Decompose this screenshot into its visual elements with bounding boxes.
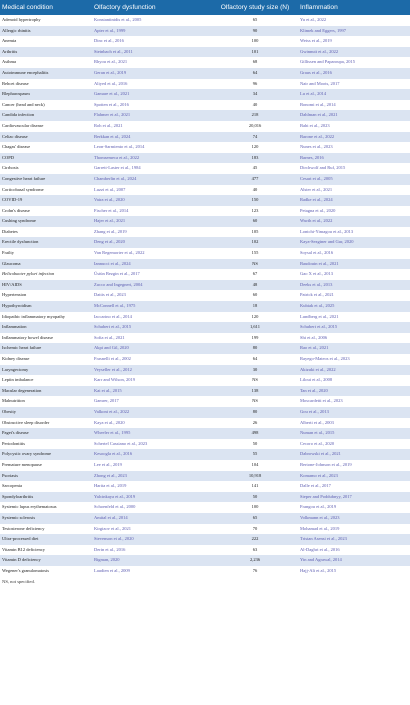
cell-study-size: 218	[212, 110, 298, 121]
cell-inflammation-ref[interactable]: Mohamad et al., 2019	[298, 524, 410, 535]
table-row	[0, 566, 410, 577]
table-header	[0, 0, 410, 15]
cell-study-size: 100	[212, 502, 298, 513]
cell-condition: Sarcopenia	[0, 481, 92, 492]
cell-condition: Spondyloarthritis	[0, 492, 92, 503]
cell-olfactory-ref[interactable]: Kesoogla et al., 2016	[92, 449, 212, 460]
cell-olfactory-ref[interactable]: Veyseller et al., 2012	[92, 365, 212, 376]
cell-condition: Inflammation	[0, 322, 92, 333]
cell-inflammation-ref[interactable]: Deeks et al., 2013	[298, 280, 410, 291]
cell-olfactory-ref[interactable]: Gamare et al., 2021	[92, 89, 212, 100]
table-row	[0, 534, 410, 545]
cell-inflammation-ref[interactable]: Yu et al., 2022	[298, 15, 410, 26]
cell-olfactory-ref[interactable]: Fischer et al., 2014	[92, 206, 212, 217]
table-row	[0, 89, 410, 100]
cell-condition: Hypertension	[0, 290, 92, 301]
cell-condition: COPD	[0, 153, 92, 164]
table-row	[0, 290, 410, 301]
cell-study-size: 63	[212, 545, 298, 556]
cell-condition: Glaucoma	[0, 259, 92, 270]
cell-condition: HIV/AIDS	[0, 280, 92, 291]
cell-study-size: 50	[212, 492, 298, 503]
cell-condition: Polycystic ovary syndrome	[0, 449, 92, 460]
cell-condition: Blepharospasm	[0, 89, 92, 100]
cell-inflammation-ref[interactable]: Bahi et al., 2023	[298, 121, 410, 132]
cell-condition: Cardiovascular disease	[0, 121, 92, 132]
cell-inflammation-ref[interactable]: Gao X et al., 2013	[298, 269, 410, 280]
cell-olfactory-ref[interactable]: Lee et al., 2019	[92, 460, 212, 471]
cell-study-size: 155	[212, 248, 298, 259]
cell-study-size: 60	[212, 290, 298, 301]
cell-condition: Laryngectomy	[0, 365, 92, 376]
cell-condition: Celiac disease	[0, 132, 92, 143]
cell-study-size: 141	[212, 481, 298, 492]
table-row	[0, 163, 410, 174]
cell-condition: Corticobasal syndrome	[0, 185, 92, 196]
cell-inflammation-ref[interactable]: Rayego-Mateos et al., 2023	[298, 354, 410, 365]
cell-condition: Allergic rhinitis	[0, 26, 92, 37]
cell-study-size: 498	[212, 428, 298, 439]
cell-olfactory-ref[interactable]: Rhyou et al., 2021	[92, 57, 212, 68]
header-olfactory-dysfunction: Olfactory dysfunction	[92, 0, 212, 15]
table-row	[0, 545, 410, 556]
cell-condition: Cirrhosis	[0, 163, 92, 174]
cell-olfactory-ref[interactable]: Roh et al., 2021	[92, 121, 212, 132]
cell-olfactory-ref[interactable]: Konstantinidis et al., 2005	[92, 15, 212, 26]
cell-condition: Autoimmune encephalitis	[0, 68, 92, 79]
cell-study-size: 20,016	[212, 121, 298, 132]
cell-study-size: 96	[212, 79, 298, 90]
table-row	[0, 460, 410, 471]
cell-inflammation-ref[interactable]: Nunes et al., 2023	[298, 142, 410, 153]
cell-olfactory-ref[interactable]: Akpi and Gil, 2020	[92, 343, 212, 354]
footnote: NS, not specified.	[2, 579, 35, 585]
cell-study-size: 64	[212, 354, 298, 365]
table-row	[0, 15, 410, 26]
table-row	[0, 259, 410, 270]
cell-inflammation-ref[interactable]: Lontchi-Yimagou et al., 2013	[298, 227, 410, 238]
cell-olfactory-ref[interactable]: Amital et al., 2014	[92, 513, 212, 524]
cell-condition: Vitamin B12 deficiency	[0, 545, 92, 556]
header-study-size: Olfactory study size (N)	[212, 0, 298, 15]
cell-study-size: NS	[212, 259, 298, 270]
cell-condition: Premature menopause	[0, 460, 92, 471]
cell-condition: Cushing syndrome	[0, 216, 92, 227]
table-row	[0, 68, 410, 79]
cell-study-size: 1,611	[212, 322, 298, 333]
cell-olfactory-ref[interactable]: Aliyed et al., 2016	[92, 79, 212, 90]
cell-olfactory-ref[interactable]: Chamberlin et al., 2024	[92, 174, 212, 185]
cell-olfactory-ref[interactable]: Gamrer, 2017	[92, 396, 212, 407]
table-row	[0, 132, 410, 143]
cell-inflammation-ref[interactable]: Tan et al., 2020	[298, 386, 410, 397]
cell-olfactory-ref[interactable]: Sofia et al., 2021	[92, 333, 212, 344]
table-row	[0, 333, 410, 344]
cell-olfactory-ref[interactable]: Kai et al., 2015	[92, 386, 212, 397]
cell-condition: Helicobacter pylori infection	[0, 269, 92, 280]
cell-study-size: 68	[212, 57, 298, 68]
cell-condition: Congestive heart failure	[0, 174, 92, 185]
cell-study-size: 48	[212, 280, 298, 291]
cell-olfactory-ref[interactable]: Dattis et al., 2023	[92, 290, 212, 301]
cell-condition: Anemia	[0, 36, 92, 47]
cell-study-size: 67	[212, 269, 298, 280]
cell-inflammation-ref[interactable]: Nair and Moots, 2017	[298, 79, 410, 90]
cell-condition: Ultra-processed diet	[0, 534, 92, 545]
cell-study-size: 10,918	[212, 471, 298, 482]
cell-inflammation-ref[interactable]: Kaya-Sezginer and Gur, 2020	[298, 237, 410, 248]
cell-inflammation-ref[interactable]: Sieper and Poddubnyy, 2017	[298, 492, 410, 503]
cell-condition: Psoriasis	[0, 471, 92, 482]
cell-olfactory-ref[interactable]: Bigman, 2020	[92, 555, 212, 566]
table-row	[0, 386, 410, 397]
cell-condition: Periodontitis	[0, 439, 92, 450]
cell-condition: Kidney disease	[0, 354, 92, 365]
cell-olfactory-ref[interactable]: Üstün Bezgin et al., 2017	[92, 269, 212, 280]
table-row	[0, 396, 410, 407]
cell-inflammation-ref[interactable]: Lundberg et al., 2021	[298, 312, 410, 323]
cell-olfactory-ref[interactable]: Leon-Sarmiento et al., 2014	[92, 142, 212, 153]
cell-inflammation-ref[interactable]: Gou et al., 2013	[298, 407, 410, 418]
cell-study-size: 90	[212, 26, 298, 37]
cell-olfactory-ref[interactable]: Schertel Cassiano et al., 2023	[92, 439, 212, 450]
cell-olfactory-ref[interactable]: Frasnelli et al., 2002	[92, 354, 212, 365]
cell-condition: Crohn's disease	[0, 206, 92, 217]
cell-study-size: 199	[212, 333, 298, 344]
cell-inflammation-ref[interactable]: Dalle et al., 2017	[298, 481, 410, 492]
cell-study-size: 60	[212, 216, 298, 227]
table-row	[0, 439, 410, 450]
table-row	[0, 312, 410, 323]
cell-inflammation-ref[interactable]: Cecoro et al., 2020	[298, 439, 410, 450]
table-row	[0, 227, 410, 238]
table-row	[0, 513, 410, 524]
cell-olfactory-ref[interactable]: Iannucci et al., 2024	[92, 259, 212, 270]
table-row	[0, 418, 410, 429]
table-row	[0, 185, 410, 196]
cell-olfactory-ref[interactable]: Kirgizov et al., 2021	[92, 524, 212, 535]
cell-condition: Cancer (head and neck)	[0, 100, 92, 111]
cell-condition: Hypothyroidism	[0, 301, 92, 312]
cell-study-size: 2,236	[212, 555, 298, 566]
cell-study-size: 104	[212, 460, 298, 471]
table-row	[0, 174, 410, 185]
cell-study-size: 477	[212, 174, 298, 185]
cell-olfactory-ref[interactable]: Hajer et al., 2021	[92, 216, 212, 227]
cell-inflammation-ref[interactable]: Bertone-Johnson et al., 2019	[298, 460, 410, 471]
cell-study-size: 34	[212, 89, 298, 100]
cell-inflammation-ref[interactable]: Rao et al., 2021	[298, 343, 410, 354]
cell-inflammation-ref[interactable]: Weiss et al., 2019	[298, 36, 410, 47]
table-row	[0, 322, 410, 333]
cell-study-size: NS	[212, 375, 298, 386]
cell-olfactory-ref[interactable]: Zhang et al., 2019	[92, 227, 212, 238]
cell-condition: Diabetes	[0, 227, 92, 238]
cell-condition: Paget's disease	[0, 428, 92, 439]
cell-inflammation-ref[interactable]: Dirchwolf and Ruf, 2015	[298, 163, 410, 174]
cell-inflammation-ref[interactable]: Dahlman et al., 2021	[298, 110, 410, 121]
cell-inflammation-ref[interactable]: Klimek and Eggers, 1997	[298, 26, 410, 37]
table-row	[0, 26, 410, 37]
cell-inflammation-ref[interactable]: Frangou et al., 2019	[298, 502, 410, 513]
table-row	[0, 216, 410, 227]
cell-study-size: 76	[212, 566, 298, 577]
table-row	[0, 79, 410, 90]
cell-study-size: 222	[212, 534, 298, 545]
table-row	[0, 57, 410, 68]
table-row	[0, 121, 410, 132]
table-row	[0, 449, 410, 460]
cell-study-size: 65	[212, 15, 298, 26]
cell-inflammation-ref[interactable]: Al-Daghri et al., 2016	[298, 545, 410, 556]
table-row	[0, 280, 410, 291]
cell-olfactory-ref[interactable]: Vaira et al., 2020	[92, 195, 212, 206]
cell-inflammation-ref[interactable]: Soysal et al., 2016	[298, 248, 410, 259]
cell-condition: Erectile dysfunction	[0, 237, 92, 248]
cell-olfactory-ref[interactable]: Derin et al., 2016	[92, 545, 212, 556]
cell-study-size: 55	[212, 449, 298, 460]
table-row	[0, 502, 410, 513]
table-row	[0, 555, 410, 566]
cell-condition: Frailty	[0, 248, 92, 259]
cell-study-size: 65	[212, 513, 298, 524]
cell-condition: Arthritis	[0, 47, 92, 58]
cell-olfactory-ref[interactable]: Luzzi et al., 2007	[92, 185, 212, 196]
table-row	[0, 100, 410, 111]
cell-study-size: 120	[212, 142, 298, 153]
table-body	[0, 15, 410, 576]
cell-inflammation-ref[interactable]: Alberti et al., 2003	[298, 418, 410, 429]
cell-study-size: 120	[212, 312, 298, 323]
table-row	[0, 36, 410, 47]
cell-study-size: 45	[212, 163, 298, 174]
cell-condition: Obesity	[0, 407, 92, 418]
cell-condition: Idiopathic inflammatory myopathy	[0, 312, 92, 323]
cell-olfactory-ref[interactable]: Thomsemeca et al., 2022	[92, 153, 212, 164]
cell-inflammation-ref[interactable]: Dabrowski et al., 2021	[298, 449, 410, 460]
cell-study-size: 183	[212, 153, 298, 164]
cell-condition: Macular degeneration	[0, 386, 92, 397]
cell-inflammation-ref[interactable]: Yin and Agrawal, 2014	[298, 555, 410, 566]
cell-olfactory-ref[interactable]: Apter et al., 1999	[92, 26, 212, 37]
cell-olfactory-ref[interactable]: Iaccarino et al., 2014	[92, 312, 212, 323]
table-row	[0, 407, 410, 418]
cell-study-size: 70	[212, 524, 298, 535]
table-row	[0, 153, 410, 164]
cell-condition: Behcet disease	[0, 79, 92, 90]
table-row	[0, 524, 410, 535]
header-row	[0, 0, 410, 15]
cell-study-size: 74	[212, 132, 298, 143]
cell-inflammation-ref[interactable]: Akizuki et al., 2022	[298, 365, 410, 376]
cell-olfactory-ref[interactable]: Yalcinkaya et al., 2019	[92, 492, 212, 503]
table-row	[0, 248, 410, 259]
cell-inflammation-ref[interactable]: Radke et al., 2024	[298, 195, 410, 206]
cell-condition: Asthma	[0, 57, 92, 68]
cell-olfactory-ref[interactable]: Stevenson et al., 2020	[92, 534, 212, 545]
table-row	[0, 142, 410, 153]
cell-condition: Chagas' disease	[0, 142, 92, 153]
cell-study-size: 64	[212, 68, 298, 79]
table-row	[0, 428, 410, 439]
table-row	[0, 237, 410, 248]
cell-olfactory-ref[interactable]: Valkoni et al., 2022	[92, 407, 212, 418]
cell-condition: Candida infection	[0, 110, 92, 121]
table-row	[0, 481, 410, 492]
cell-condition: Systemic lupus erythematosus	[0, 502, 92, 513]
cell-study-size: 30	[212, 365, 298, 376]
cell-study-size: 123	[212, 206, 298, 217]
cell-study-size: 40	[212, 100, 298, 111]
table-row	[0, 354, 410, 365]
cell-inflammation-ref[interactable]: Alster et al., 2021	[298, 185, 410, 196]
cell-inflammation-ref[interactable]: Shi et al., 2006	[298, 333, 410, 344]
table-row	[0, 110, 410, 121]
cell-olfactory-ref[interactable]: Zucco and Ingegneri, 2004	[92, 280, 212, 291]
cell-inflammation-ref[interactable]: Baudouin et al., 2021	[298, 259, 410, 270]
cell-study-size: 80	[212, 343, 298, 354]
cell-olfactory-ref[interactable]: Flahmer et al., 2021	[92, 110, 212, 121]
table-row	[0, 195, 410, 206]
cell-study-size: 100	[212, 36, 298, 47]
cell-inflammation-ref[interactable]: Gwinnutt et al., 2022	[298, 47, 410, 58]
table-row	[0, 471, 410, 482]
cell-study-size: 150	[212, 195, 298, 206]
table-row	[0, 206, 410, 217]
table-row	[0, 375, 410, 386]
table-row	[0, 301, 410, 312]
cell-olfactory-ref[interactable]: Berkkan et al., 2024	[92, 132, 212, 143]
cell-condition: Malnutrition	[0, 396, 92, 407]
cell-olfactory-ref[interactable]: Steinbach et al., 2011	[92, 47, 212, 58]
cell-study-size: 50	[212, 439, 298, 450]
header-inflammation: Inflammation	[298, 0, 410, 15]
cell-condition: Obstructive sleep disorder	[0, 418, 92, 429]
cell-study-size: 18	[212, 301, 298, 312]
cell-study-size: 40	[212, 185, 298, 196]
cell-condition: Wegener's granulomatosis	[0, 566, 92, 577]
cell-condition: Adenoid hypertrophy	[0, 15, 92, 26]
table-row	[0, 343, 410, 354]
cell-inflammation-ref[interactable]: Schubert et al., 2015	[298, 322, 410, 333]
cell-olfactory-ref[interactable]: Dinc et al., 2016	[92, 36, 212, 47]
cell-condition: COVID-19	[0, 195, 92, 206]
cell-olfactory-ref[interactable]: Karr and Wilson, 2019	[92, 375, 212, 386]
cell-inflammation-ref[interactable]: Volkmann et al., 2023	[298, 513, 410, 524]
cell-inflammation-ref[interactable]: Komamo et al., 2023	[298, 471, 410, 482]
cell-inflammation-ref[interactable]: Petagna et al., 2020	[298, 206, 410, 217]
cell-inflammation-ref[interactable]: Bonomi et al., 2014	[298, 100, 410, 111]
cell-olfactory-ref[interactable]: Wheeler et al., 1995	[92, 428, 212, 439]
cell-study-size: 102	[212, 237, 298, 248]
cell-inflammation-ref[interactable]: Cesari et al., 2005	[298, 174, 410, 185]
cell-olfactory-ref[interactable]: Van Regemorter et al., 2022	[92, 248, 212, 259]
cell-condition: Systemic sclerosis	[0, 513, 92, 524]
cell-inflammation-ref[interactable]: Lu et al., 2014	[298, 89, 410, 100]
header-medical-condition: Medical condition	[0, 0, 92, 15]
cell-study-size: 80	[212, 407, 298, 418]
cell-inflammation-ref[interactable]: Patrick et al., 2021	[298, 290, 410, 301]
cell-olfactory-ref[interactable]: Garrett-Laster et al., 1984	[92, 163, 212, 174]
cell-inflammation-ref[interactable]: Kubiak et al., 2025	[298, 301, 410, 312]
cell-olfactory-ref[interactable]: Laudien et al., 2009	[92, 566, 212, 577]
cell-olfactory-ref[interactable]: Harita et al., 2019	[92, 481, 212, 492]
table-row	[0, 365, 410, 376]
cell-inflammation-ref[interactable]: Hajj-Ali et al., 2015	[298, 566, 410, 577]
cell-olfactory-ref[interactable]: Deng et al., 2020	[92, 237, 212, 248]
cell-inflammation-ref[interactable]: Graus et al., 2016	[298, 68, 410, 79]
cell-olfactory-ref[interactable]: Zhong et al., 2023	[92, 471, 212, 482]
cell-inflammation-ref[interactable]: Numan et al., 2015	[298, 428, 410, 439]
cell-inflammation-ref[interactable]: Barone et al., 2022	[298, 132, 410, 143]
cell-inflammation-ref[interactable]: Tristan Asensi et al., 2023	[298, 534, 410, 545]
cell-study-size: 26	[212, 418, 298, 429]
cell-condition: Ischemic heart failure	[0, 343, 92, 354]
cell-study-size: NS	[212, 396, 298, 407]
cell-condition: Inflammatory bowel disease	[0, 333, 92, 344]
cell-olfactory-ref[interactable]: McConnell et al., 1975	[92, 301, 212, 312]
cell-inflammation-ref[interactable]: Wurth et al., 2022	[298, 216, 410, 227]
cell-olfactory-ref[interactable]: Kaya et al., 2020	[92, 418, 212, 429]
cell-olfactory-ref[interactable]: Spotten et al., 2016	[92, 100, 212, 111]
cell-inflammation-ref[interactable]: Gillissen and Paparoupa, 2015	[298, 57, 410, 68]
table-row	[0, 269, 410, 280]
cell-olfactory-ref[interactable]: Schubert et al., 2015	[92, 322, 212, 333]
cell-olfactory-ref[interactable]: Schoenfeld et al., 2000	[92, 502, 212, 513]
table-row	[0, 47, 410, 58]
cell-study-size: 138	[212, 386, 298, 397]
table-row	[0, 492, 410, 503]
cell-condition: Vitamin D deficiency	[0, 555, 92, 566]
cell-condition: Testosterone deficiency	[0, 524, 92, 535]
cell-study-size: 101	[212, 47, 298, 58]
cell-study-size: 105	[212, 227, 298, 238]
cell-condition: Leptin imbalance	[0, 375, 92, 386]
cell-inflammation-ref[interactable]: Barnes, 2016	[298, 153, 410, 164]
cell-inflammation-ref[interactable]: Liloui et al., 2008	[298, 375, 410, 386]
cell-inflammation-ref[interactable]: Moscardetti et al., 2023	[298, 396, 410, 407]
cell-olfactory-ref[interactable]: Geran et al., 2019	[92, 68, 212, 79]
